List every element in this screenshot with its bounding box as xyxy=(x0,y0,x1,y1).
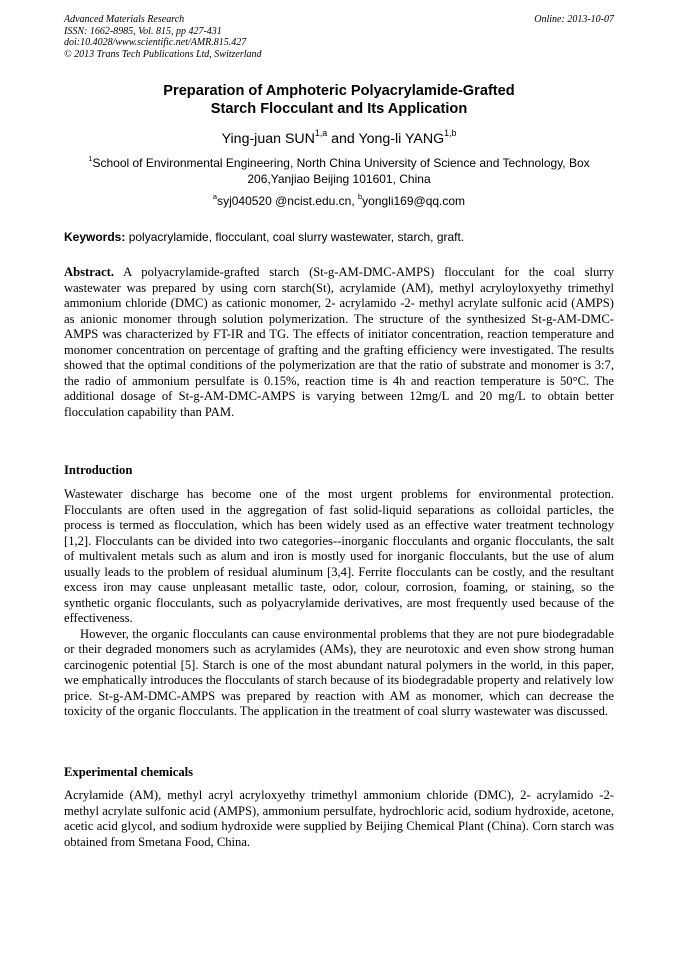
keywords-label: Keywords: xyxy=(64,230,126,244)
paper-title-line-2: Starch Flocculant and Its Application xyxy=(210,101,468,117)
abstract-label: Abstract. xyxy=(64,265,115,279)
author-1: Ying-juan SUN xyxy=(221,131,315,147)
author-1-superscript: 1,a xyxy=(314,128,328,139)
affiliation-superscript: 1 xyxy=(88,154,93,164)
experimental-paragraph-1: Acrylamide (AM), methyl acryl acryloxyethy trimethyl ammonium chloride (DMC), 2- acrylamido -2- methyl acrylate sulfonic acid (AMPS), ammonium persulfate, hydrochloric acid, sodium hydroxide, acetone, acetic acid glycol, and sodium hydroxide were supplied by Beijing Chemical Plant (China). Corn starch was obtained from Smetana Food, China. xyxy=(64,788,614,849)
journal-issn: ISSN: 1662-8985, Vol. 815, pp 427-431 xyxy=(64,25,222,37)
experimental-heading: Experimental chemicals xyxy=(64,765,194,779)
online-date: Online: 2013-10-07 xyxy=(534,14,614,25)
abstract-text: A polyacrylamide-grafted starch (St-g-AM-DMC-AMPS) flocculant for the coal slurry wastewater was prepared by using corn starch(St), acrylamide (AM), methyl acryloyloxyethy trimethyl ammonium chloride (DMC) as cationic monomer, 2- acrylamido -2- methyl acrylate sulfonic acid (AMPS) as anionic monomer through solution polymerization. The structure of the synthesized St-g-AM-DMC-AMPS was characterized by FT-IR and TG. The effects of initiator concentration, reaction temperature and monomer concentration on percentage of grafting and the grafting efficiency were investigated. The results showed that the optimal conditions of the polymerization are that the ratio of substrate and monomer is 3:7, the radio of ammonium persulfate is 0.15%, reaction time is 4h and reaction temperature is 50°C. The additional dosage of St-g-AM-DMC-AMPS is varying between 12mg/L and 20 mg/L to obtain better flocculation capability than PAM. xyxy=(64,265,614,419)
email-b[interactable]: yongli169@qq.com xyxy=(362,194,466,208)
journal-name: Advanced Materials Research xyxy=(64,14,185,25)
author-conjunction: and xyxy=(327,131,359,147)
email-a-superscript: a xyxy=(212,192,218,202)
author-2-superscript: 1,b xyxy=(444,128,457,139)
keywords xyxy=(64,229,614,245)
paper-title xyxy=(64,82,614,118)
journal-doi[interactable]: doi:10.4028/www.scientific.net/AMR.815.427 xyxy=(64,37,247,48)
journal-copyright: © 2013 Trans Tech Publications Ltd, Switzerland xyxy=(64,48,262,60)
journal-header xyxy=(64,14,262,60)
introduction-heading: Introduction xyxy=(64,463,133,477)
author-list xyxy=(64,130,614,148)
experimental-body xyxy=(64,788,614,850)
affiliation xyxy=(64,155,614,187)
email-b-superscript: b xyxy=(358,192,363,202)
author-emails xyxy=(64,193,614,209)
email-a[interactable]: syj040520 @ncist.edu.cn, xyxy=(217,194,358,208)
introduction-body xyxy=(64,487,614,720)
affiliation-text: School of Environmental Engineering, North China University of Science and Technology, Box 206,Yanjiao Beijing 101601, China xyxy=(92,156,590,186)
author-2: Yong-li YANG xyxy=(358,131,445,147)
paper-title-line-1: Preparation of Amphoteric Polyacrylamide-Grafted xyxy=(163,83,515,99)
introduction-paragraph-2: However, the organic flocculants can cause environmental problems that they are not pure biodegradable or their degraded monomers such as acrylamides (AMs), they are neurotoxic and even show strong human carcinogenic potential [5]. Starch is one of the most abundant natural polymers in the world, in this paper, we emphatically introduces the flocculants of starch because of its biodegradable property and relatively low price. St-g-AM-DMC-AMPS was prepared by reaction with AM as monomer, which can decrease the toxicity of the organic flocculants. The application in the treatment of coal slurry wastewater was discussed. xyxy=(64,626,614,718)
keywords-text: polyacrylamide, flocculant, coal slurry wastewater, starch, graft. xyxy=(125,230,465,244)
introduction-paragraph-1: Wastewater discharge has become one of the most urgent problems for environmental protection. Flocculants are often used in the aggregation of fast solid-liquid separations as colloidal particles, the process is termed as flocculation, which has been widely used as an effective water treatment technology [1,2]. Flocculants can be divided into two categories--inorganic flocculants and organic flocculants, the salt of multivalent metals such as alum and iron is mostly used for inorganic flocculants, but the use of alum usually leads to the problem of residual aluminum [3,4]. Ferrite flocculants can be costly, and the resultant excess iron may cause unpleasant metallic taste, odor, colour, corrosion, foaming, or staining, so the synthetic organic flocculants, such as polyacrylamide derivatives, are most frequently used because of the effectiveness. xyxy=(64,487,614,625)
abstract xyxy=(64,265,614,420)
